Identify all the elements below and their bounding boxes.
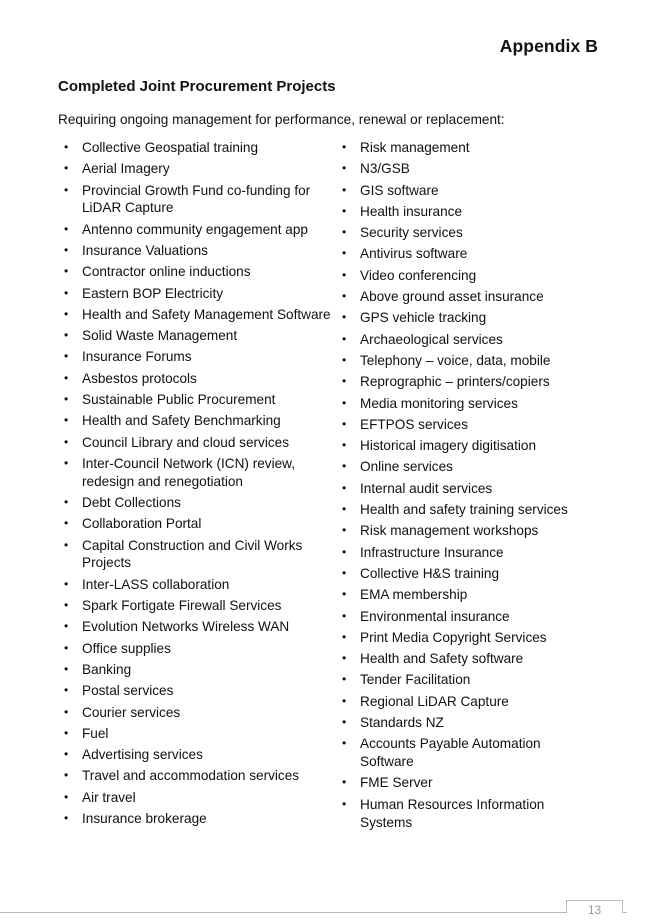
bullet-icon: • [64,576,69,591]
right-project-list [342,139,592,835]
bullet-icon: • [342,565,347,580]
bullet-icon: • [342,140,347,154]
list-item [342,203,592,221]
list-item-label: Risk management workshops [360,523,539,539]
bullet-icon: • [64,455,69,470]
list-item-label: Archaeological services [360,331,503,347]
bullet-icon: • [64,661,69,676]
list-item [64,327,334,345]
list-item [342,714,592,732]
list-item [342,544,592,562]
list-item-label: Above ground asset insurance [360,289,544,305]
bullet-icon: • [342,544,347,559]
list-item-label: Accounts Payable Automation Software [360,736,541,770]
bullet-icon: • [342,438,347,453]
bullet-icon: • [342,775,347,790]
list-item [342,267,592,285]
list-item-label: Collaboration Portal [82,516,202,532]
page-number: 13 [587,903,602,917]
list-item-label: Health insurance [360,203,463,219]
bullet-icon: • [64,811,69,825]
bullet-icon: • [64,434,69,449]
list-item [64,455,334,491]
bullet-icon: • [342,331,347,346]
list-item-label: Insurance Valuations [82,242,208,258]
list-item-label: Online services [360,459,453,475]
list-item [342,437,592,455]
bullet-icon: • [342,693,347,708]
list-item [342,565,592,583]
bullet-icon: • [342,629,347,644]
list-item [342,331,592,349]
bullet-icon: • [64,264,69,279]
bullet-icon: • [64,242,69,257]
bullet-icon: • [64,537,69,552]
list-item [64,767,334,785]
list-item [342,796,592,832]
list-item-label: Advertising services [82,747,203,763]
list-item-label: Health and Safety software [360,651,524,667]
list-item-label: GPS vehicle tracking [360,310,487,326]
list-item-label: Collective Geospatial training [82,140,259,155]
list-item [64,704,334,722]
list-item-label: Council Library and cloud services [82,434,290,450]
bullet-icon: • [342,672,347,687]
intro-text: Requiring ongoing management for performance, renewal or replacement: [58,112,505,127]
list-item [342,288,592,306]
bullet-icon: • [342,161,347,176]
bullet-icon: • [64,413,69,428]
bullet-icon: • [342,523,347,538]
list-item-label: Banking [82,661,132,677]
list-item [64,285,334,303]
list-item-label: Health and safety training services [360,502,568,518]
list-item-label: Environmental insurance [360,608,510,624]
list-item-label: Security services [360,225,463,241]
list-item [64,139,334,157]
list-item [342,608,592,626]
bullet-icon: • [64,640,69,655]
list-item-label: Eastern BOP Electricity [82,285,224,301]
bullet-icon: • [64,598,69,613]
list-item-label: Capital Construction and Civil Works Projects [82,537,303,571]
list-item [64,746,334,764]
bullet-icon: • [64,725,69,740]
bullet-icon: • [342,246,347,261]
list-item [64,412,334,430]
list-item-label: Video conferencing [360,267,477,283]
list-item [64,370,334,388]
list-item [342,139,592,157]
list-item-label: Fuel [82,725,109,741]
bullet-icon: • [342,310,347,325]
list-item-label: Contractor online inductions [82,264,251,280]
bullet-icon: • [64,704,69,719]
list-item-label: Office supplies [82,640,171,656]
list-item [64,810,334,828]
bullet-icon: • [64,370,69,385]
list-item [342,395,592,413]
list-item-label: N3/GSB [360,161,410,177]
list-item-label: Insurance brokerage [82,811,207,826]
list-item [342,160,592,178]
bullet-icon: • [64,285,69,300]
list-item [64,306,334,324]
list-item-label: Courier services [82,704,181,720]
list-item-label: FME Server [360,775,433,791]
list-item-label: Print Media Copyright Services [360,629,547,645]
list-item-label: Collective H&S training [360,565,500,581]
bullet-icon: • [64,221,69,236]
list-item [342,480,592,498]
list-item-label: Aerial Imagery [82,161,170,177]
bullet-icon: • [342,267,347,282]
list-item-label: Sustainable Public Procurement [82,392,276,408]
list-item-label: Risk management [360,140,470,155]
list-item [64,537,334,573]
list-item-label: Internal audit services [360,480,493,496]
list-item-label: Antivirus software [360,246,468,262]
bullet-icon: • [342,715,347,730]
list-item-label: Health and Safety Benchmarking [82,413,281,429]
bullet-icon: • [342,416,347,431]
list-item [64,348,334,366]
list-item-label: Inter-LASS collaboration [82,576,230,592]
list-item [342,245,592,263]
bullet-icon: • [64,495,69,510]
list-item [64,515,334,533]
bullet-icon: • [64,768,69,783]
list-item [342,774,592,792]
list-item [64,789,334,807]
list-item [342,693,592,711]
bullet-icon: • [342,459,347,474]
list-item-label: GIS software [360,182,439,198]
bullet-icon: • [342,182,347,197]
bullet-icon: • [64,182,69,197]
list-item-label: Insurance Forums [82,349,192,365]
list-item-label: Health and Safety Management Software [82,306,331,322]
list-item [64,682,334,700]
list-item-label: Solid Waste Management [82,328,238,344]
bullet-icon: • [342,651,347,666]
list-item [64,434,334,452]
list-item-label: Travel and accommodation services [82,768,300,784]
list-item-label: Regional LiDAR Capture [360,693,509,709]
bullet-icon: • [342,203,347,218]
list-item-label: EFTPOS services [360,416,469,432]
list-item-label: Antenno community engagement app [82,221,308,237]
list-item-label: Inter-Council Network (ICN) review, redesign and renegotiation [82,455,296,489]
bullet-icon: • [64,516,69,531]
list-item [342,522,592,540]
list-item [64,576,334,594]
section-title: Completed Joint Procurement Projects [58,78,336,95]
list-item-label: Postal services [82,683,174,699]
list-item [64,661,334,679]
list-item [64,640,334,658]
list-item-label: Standards NZ [360,715,444,731]
list-item [342,352,592,370]
list-item-label: Spark Fortigate Firewall Services [82,598,282,614]
bullet-icon: • [342,608,347,623]
list-item [64,618,334,636]
list-item [342,309,592,327]
bullet-icon: • [64,392,69,407]
list-item [342,416,592,434]
list-item [64,160,334,178]
bullet-icon: • [342,374,347,389]
list-item-label: Air travel [82,789,136,805]
footer-divider [0,912,627,913]
list-item-label: Reprographic – printers/copiers [360,374,550,390]
list-item [342,182,592,200]
list-item [342,586,592,604]
bullet-icon: • [342,796,347,811]
list-item-label: Media monitoring services [360,395,518,411]
bullet-icon: • [64,683,69,698]
list-item-label: Evolution Networks Wireless WAN [82,619,290,635]
list-item [64,182,334,218]
list-item-label: Historical imagery digitisation [360,438,537,454]
list-item-label: Provincial Growth Fund co-funding for LiDAR Capture [82,182,311,216]
bullet-icon: • [64,161,69,176]
bullet-icon: • [64,306,69,321]
bullet-icon: • [342,502,347,517]
appendix-heading: Appendix B [499,36,598,56]
list-item [64,725,334,743]
list-item [342,224,592,242]
bullet-icon: • [342,587,347,602]
list-item-label: Asbestos protocols [82,370,197,386]
bullet-icon: • [64,619,69,634]
list-item [342,501,592,519]
list-item [64,597,334,615]
list-item [64,494,334,512]
bullet-icon: • [342,395,347,410]
list-item-label: EMA membership [360,587,468,603]
list-item [342,650,592,668]
bullet-icon: • [64,140,69,154]
bullet-icon: • [342,480,347,495]
bullet-icon: • [342,352,347,367]
list-item [64,391,334,409]
list-item [64,242,334,260]
list-item-label: Human Resources Information Systems [360,796,545,830]
list-item [342,629,592,647]
list-item-label: Tender Facilitation [360,672,471,688]
bullet-icon: • [64,789,69,804]
left-project-list [64,139,334,831]
list-item-label: Infrastructure Insurance [360,544,504,560]
list-item-label: Debt Collections [82,495,181,511]
list-item [64,221,334,239]
bullet-icon: • [342,289,347,304]
list-item [342,373,592,391]
list-item [342,671,592,689]
bullet-icon: • [342,736,347,751]
bullet-icon: • [64,349,69,364]
list-item [342,735,592,771]
bullet-icon: • [64,328,69,343]
bullet-icon: • [342,225,347,240]
list-item [64,263,334,281]
list-item [342,458,592,476]
list-item-label: Telephony – voice, data, mobile [360,352,551,368]
bullet-icon: • [64,747,69,762]
